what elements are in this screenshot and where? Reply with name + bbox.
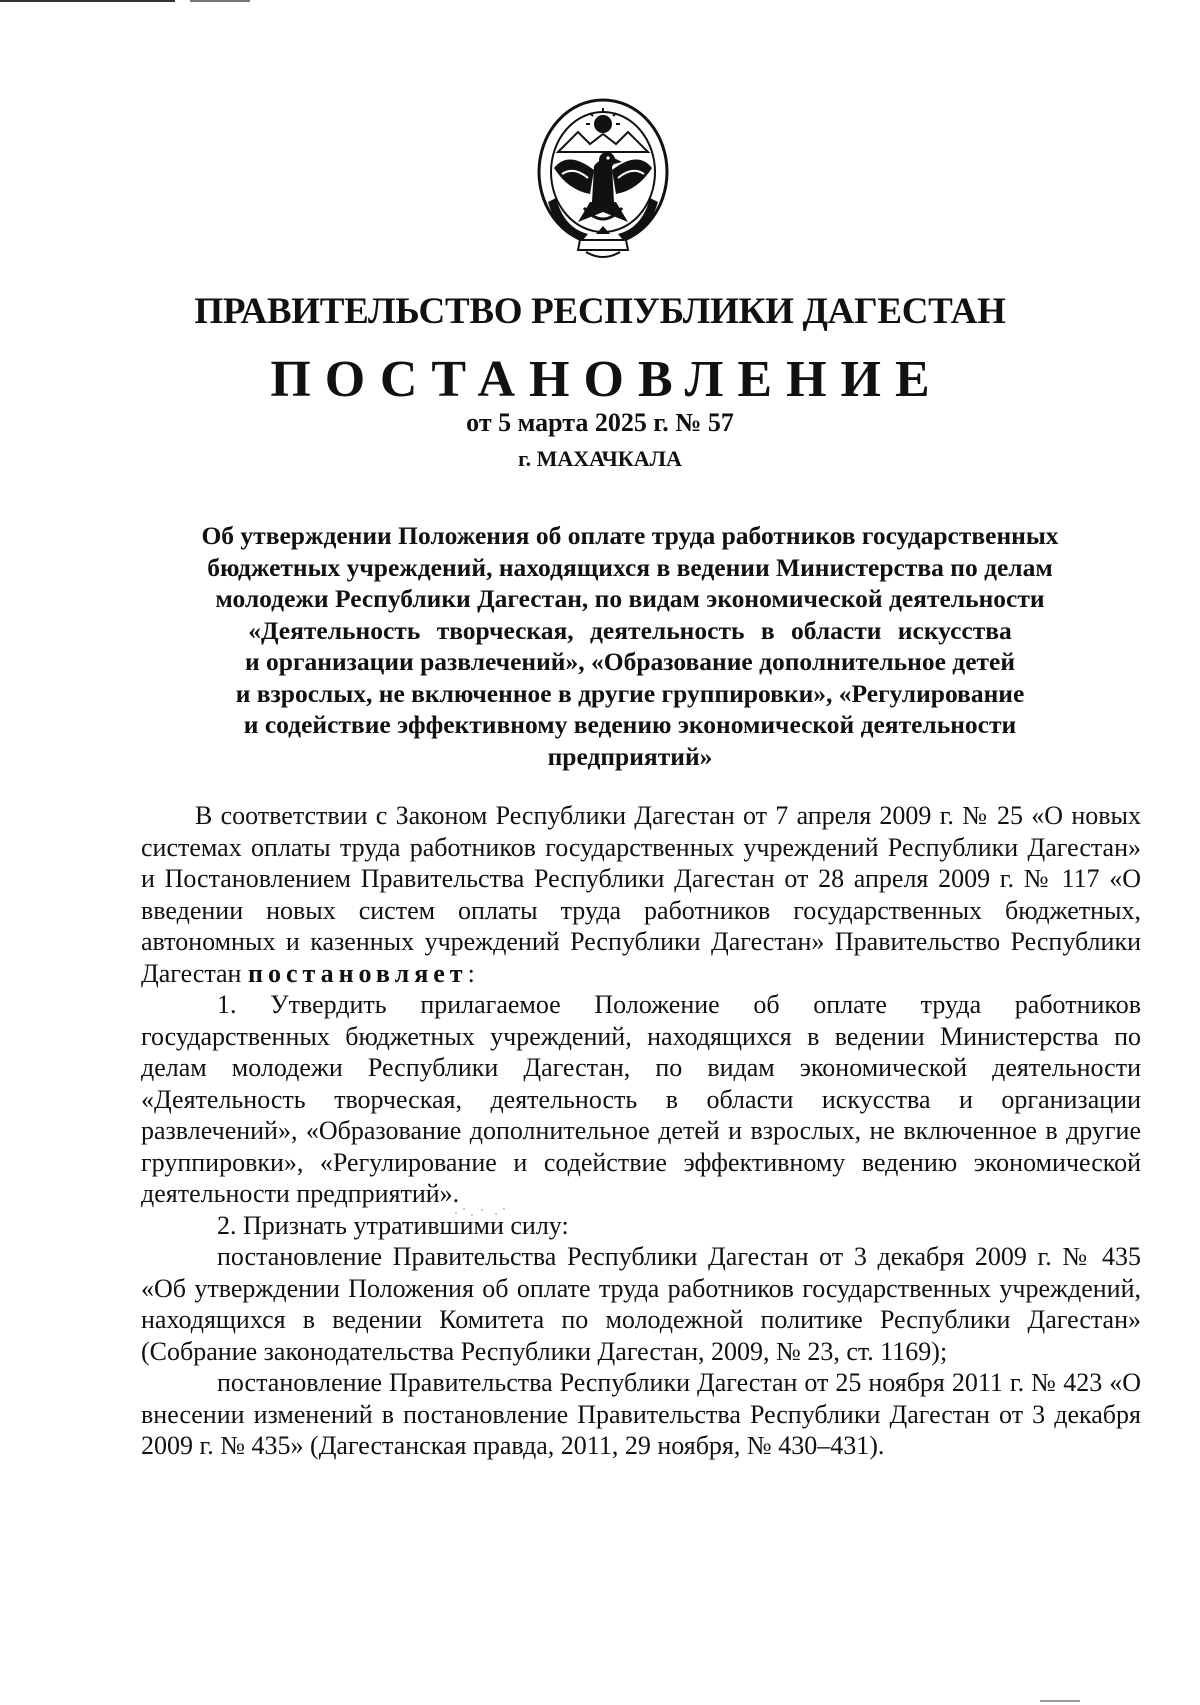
scan-speckle (452, 1205, 512, 1219)
title-line: и взрослых, не включенное в другие группировки», «Регулирование (235, 678, 1025, 708)
preamble-paragraph (141, 800, 1141, 989)
scan-mark-top-line (0, 0, 175, 2)
repeal-1-paragraph: постановление Правительства Республики Дагестан от 3 декабря 2009 г. № 435 «Об утверждении Положения об оплате труда работников государственных учреждений, находящихся в ведении Комитета по молодежной политике Республики Дагестан» (Собрание законодательства Республики Дагестан, 2009, № 23, ст. 1169); (141, 1242, 1141, 1366)
coat-of-arms (528, 90, 678, 268)
scan-mark-top-dot (190, 0, 250, 2)
dagestan-coat-of-arms-icon (528, 90, 678, 268)
preamble-end: : (467, 958, 475, 988)
document-body (141, 800, 1141, 1462)
title-line: молодежи Республики Дагестан, по видам экономической деятельности (215, 584, 1045, 613)
title-line: «Деятельность творческая, деятельность в области искусства (248, 615, 1012, 645)
title-line: и содействие эффективному ведению экономической деятельности (243, 710, 1017, 739)
document-type: ПОСТАНОВЛЕНИЕ (270, 351, 944, 408)
item-1-paragraph: 1. Утвердить прилагаемое Положение об оплате труда работников государственных бюджетных учреждений, находящихся в ведении Министерства по делам молодежи Республики Дагестан, по видам экономической деятельности «Деятельность творческая, деятельность в области искусства и организации развлечений», «Образование дополнительное детей и взрослых, не включенное в другие группировки», «Регулирование и содействие эффективному ведению экономической деятельности предприятий». (141, 990, 1141, 1208)
repeal-2-paragraph: постановление Правительства Республики Дагестан от 25 ноября 2011 г. № 423 «О внесении изменений в постановление Правительства Республики Дагестан от 3 декабря 2009 г. № 435» (Дагестанская правда, 2011, 29 ноября, № 430–431). (141, 1368, 1141, 1460)
document-date-number: от 5 марта 2025 г. № 57 (466, 408, 734, 437)
title-line: предприятий» (547, 741, 713, 771)
government-name: ПРАВИТЕЛЬСТВО РЕСПУБЛИКИ ДАГЕСТАН (194, 291, 1006, 332)
preamble-emphasis: постановляет (247, 958, 468, 988)
item-2-paragraph: 2. Признать утратившими силу: (217, 1210, 569, 1240)
title-line: Об утверждении Положения об оплате труда работников государственных (201, 521, 1059, 550)
preamble-text: В соответствии с Законом Республики Дагестан от 7 апреля 2009 г. № 25 «О новых системах оплаты труда работников государственных учреждений Республики Дагестан» и Постановлением Правительства Республики Дагестан от 28 апреля 2009 г. № 117 «О введении новых систем оплаты труда работников государственных бюджетных, автономных и казенных учреждений Республики Дагестан» Правительство Республики Дагестан (141, 801, 1141, 988)
title-line: и организации развлечений», «Образование дополнительное детей (244, 647, 1016, 676)
speckle-icon (452, 1205, 512, 1219)
document-title (150, 520, 1110, 772)
scan-mark-bottom (1040, 1700, 1080, 1702)
document-city: г. МАХАЧКАЛА (518, 446, 682, 471)
title-line: бюджетных учреждений, находящихся в ведении Министерства по делам (207, 552, 1053, 582)
